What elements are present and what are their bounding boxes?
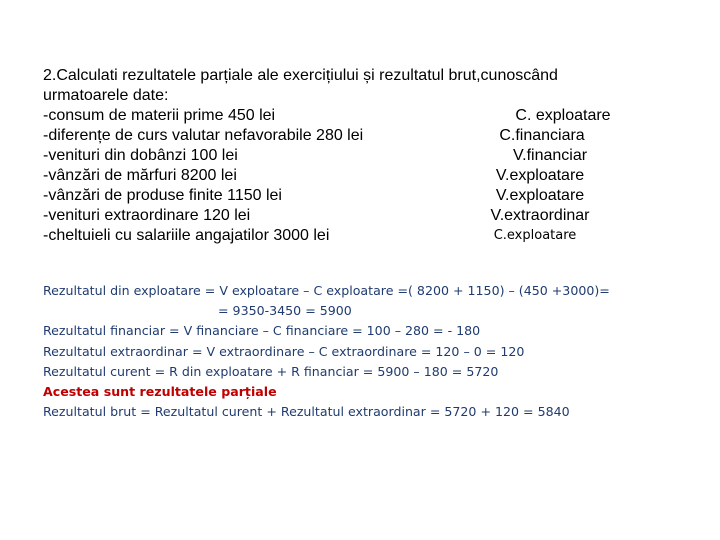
solution-line-result-extraordinar: Rezultatul extraordinar = V extraordinare – C extraordinare = 120 – 0 = 120 <box>43 343 525 359</box>
data-item-text: -vânzări de produse finite 1150 lei <box>43 187 282 204</box>
data-item-classification: C. exploatare <box>515 107 611 124</box>
data-item-classification: V.financiar <box>512 147 588 164</box>
solution-block <box>43 281 703 422</box>
data-item-classification: C.financiara <box>499 127 585 144</box>
data-item-classification: V.exploatare <box>495 167 585 184</box>
solution-line-result-financiar: Rezultatul financiar = V financiare – C financiare = 100 – 280 = - 180 <box>43 323 481 339</box>
data-item-text: -cheltuieli cu salariile angajatilor 3000 lei <box>43 227 330 244</box>
data-item-row <box>43 206 683 226</box>
solution-line-result-curent: Rezultatul curent = R din exploatare + R financiar = 5900 – 180 = 5720 <box>43 363 499 379</box>
solution-line-result-exploatare: Rezultatul din exploatare = V exploatare – C exploatare =( 8200 + 1150) – (450 +3000)= <box>43 283 610 298</box>
problem-statement <box>43 66 683 246</box>
data-item-text: -vânzări de mărfuri 8200 lei <box>43 167 237 184</box>
solution-line-result-exploatare-continued: = 9350-3450 = 5900 <box>218 303 352 319</box>
data-item-row <box>43 186 683 206</box>
data-item-text: -consum de materii prime 450 lei <box>43 107 276 124</box>
problem-title-line-1: 2.Calculati rezultatele parțiale ale exercițiului și rezultatul brut,cunoscând <box>43 67 558 84</box>
solution-line-result-brut: Rezultatul brut = Rezultatul curent + Rezultatul extraordinar = 5720 + 120 = 5840 <box>43 404 570 420</box>
data-item-row <box>43 166 683 186</box>
data-item-text: -venituri extraordinare 120 lei <box>43 207 251 224</box>
data-item-text: -diferențe de curs valutar nefavorabile 280 lei <box>43 127 364 144</box>
solution-line-partial-results-note: Acestea sunt rezultatele parțiale <box>43 383 277 399</box>
data-item-classification: V.exploatare <box>495 187 585 204</box>
data-item-classification: C.exploatare <box>493 228 577 243</box>
data-item-row <box>43 146 683 166</box>
data-item-row <box>43 106 683 126</box>
data-item-classification: V.extraordinar <box>490 207 590 224</box>
data-item-row <box>43 226 683 246</box>
problem-title-line-2: urmatoarele date: <box>43 87 169 104</box>
data-item-text: -venituri din dobânzi 100 lei <box>43 147 238 164</box>
data-item-row <box>43 126 683 146</box>
